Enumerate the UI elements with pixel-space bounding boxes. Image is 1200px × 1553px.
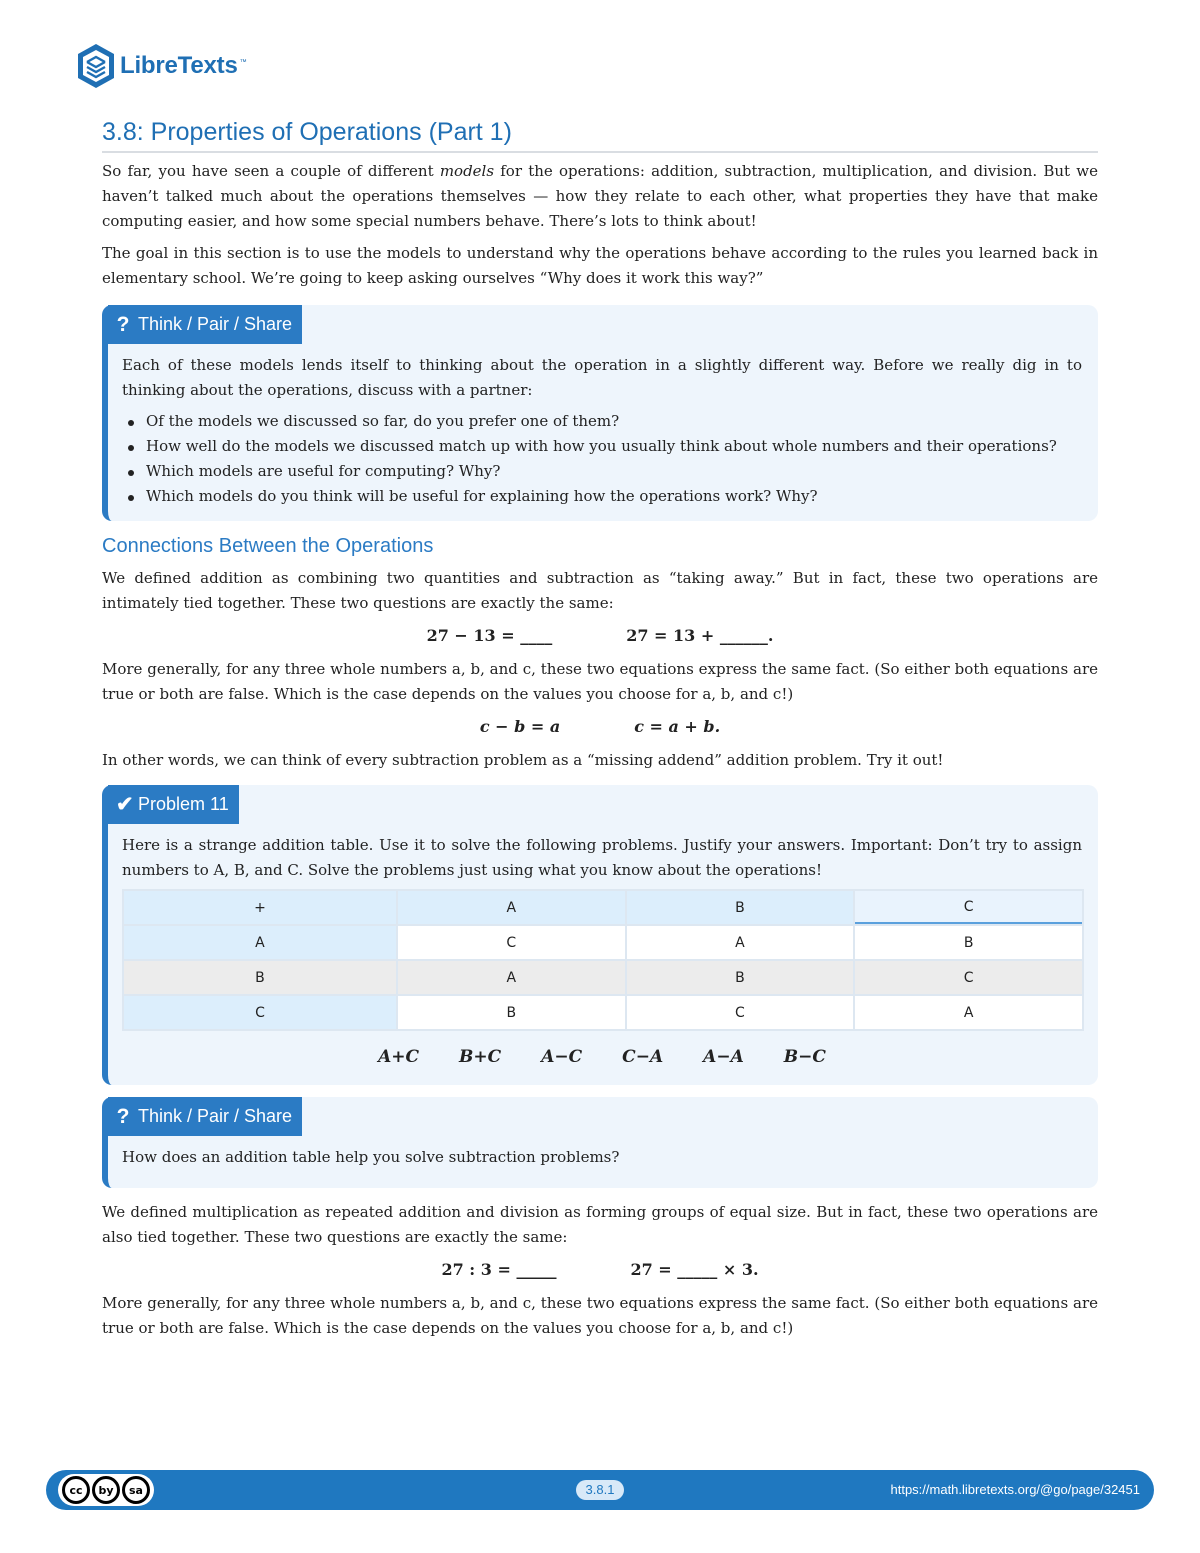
problem-expressions	[122, 1047, 1082, 1067]
problem-tab	[108, 785, 239, 824]
page-title: 3.8: Properties of Operations (Part 1)	[102, 118, 1098, 153]
libretexts-logo[interactable]	[74, 42, 247, 90]
logo-text: LibreTexts	[120, 52, 238, 79]
table-row	[124, 961, 1082, 994]
addition-table	[122, 889, 1084, 1031]
equation: 27 = _____ × 3.	[630, 1260, 759, 1279]
table-cell: B	[398, 996, 625, 1029]
think-pair-share-box-1	[102, 305, 1098, 521]
table-cell: C	[855, 961, 1082, 994]
expression: A+C	[378, 1047, 420, 1067]
libretexts-logo-icon	[74, 42, 118, 90]
table-row-header: B	[124, 961, 396, 994]
list-item: How well do the models we discussed match up with how you usually think about whole numbers and their operations?	[122, 434, 1082, 459]
page-url-link[interactable]: https://math.libretexts.org/@go/page/32451	[890, 1482, 1140, 1497]
table-row	[124, 996, 1082, 1029]
problem-text: Here is a strange addition table. Use it to solve the following problems. Justify your answers. Important: Don’t try to assign numbers to A, B, and C. Solve the problems just using what you know about the operations!	[122, 836, 1082, 879]
think-pair-share-box-2	[102, 1097, 1098, 1188]
think-pair-share-text: Each of these models lends itself to thinking about the operation in a slightly different way. Before we really dig in to thinking about the operations, discuss with a partner:	[122, 356, 1082, 399]
intro-paragraph-2: The goal in this section is to use the models to understand why the operations behave according to the rules you learned back in elementary school. We’re going to keep asking ourselves “Why does it work this way?”	[102, 244, 1098, 287]
think-pair-share-tab	[108, 305, 302, 344]
table-header-cell: B	[627, 891, 854, 924]
table-row-header: A	[124, 926, 396, 959]
table-header-row	[124, 891, 1082, 924]
problem-11-box	[102, 785, 1098, 1085]
discussion-list	[122, 409, 1082, 509]
problem-label: Problem 11	[138, 794, 229, 814]
equation: 27 = 13 + ______.	[626, 626, 774, 645]
list-item: Which models do you think will be useful for explaining how the operations work? Why?	[122, 484, 1082, 509]
equation: 27 : 3 = _____	[441, 1260, 557, 1279]
equation: c = a + b.	[634, 717, 721, 736]
question-mark-icon: ?	[116, 312, 130, 336]
table-cell: C	[398, 926, 625, 959]
table-cell: A	[855, 996, 1082, 1029]
section-paragraph-5: More generally, for any three whole numbers a, b, and c, these two equations express the same fact. (So either both equations are true or both are false. Which is the case depends on the values you choose for a, b, and c!)	[102, 1294, 1098, 1337]
equation-pair-2	[102, 717, 1098, 736]
equation: 27 − 13 = ____	[426, 626, 553, 645]
section-paragraph-2: More generally, for any three whole numbers a, b, and c, these two equations express the same fact. (So either both equations are true or both are false. Which is the case depends on the values you choose for a, b, and c!)	[102, 660, 1098, 703]
emphasis-models: models	[439, 162, 495, 180]
list-item: Which models are useful for computing? Why?	[122, 459, 1082, 484]
page-footer	[46, 1470, 1154, 1510]
expression: B−C	[783, 1047, 826, 1067]
expression: A−A	[703, 1047, 744, 1067]
section-paragraph-3: In other words, we can think of every subtraction problem as a “missing addend” addition problem. Try it out!	[102, 751, 944, 769]
think-pair-share-label: Think / Pair / Share	[138, 1106, 293, 1126]
table-cell: A	[627, 926, 854, 959]
table-cell: A	[398, 961, 625, 994]
intro-paragraph-1: So far, you have seen a couple of different models for the operations: addition, subtraction, multiplication, and division. But we haven’t talked much about the operations themselves — how they relate to each other, what properties they have that make computing easier, and how some special numbers behave. There’s lots to think about!	[102, 162, 1098, 230]
section-paragraph-1: We defined addition as combining two quantities and subtraction as “taking away.” But in fact, these two operations are intimately tied together. These two questions are exactly the same:	[102, 569, 1098, 612]
cc-icon: cc	[62, 1476, 90, 1504]
think-pair-share-label: Think / Pair / Share	[138, 314, 293, 334]
table-row-header: C	[124, 996, 396, 1029]
table-header-cell: +	[124, 891, 396, 924]
by-icon: by	[92, 1476, 120, 1504]
table-header-cell: C	[855, 891, 1082, 924]
cc-license-badge[interactable]	[58, 1474, 154, 1506]
sa-icon: sa	[122, 1476, 150, 1504]
table-cell: C	[627, 996, 854, 1029]
expression: A−C	[541, 1047, 583, 1067]
table-row	[124, 926, 1082, 959]
table-cell: B	[855, 926, 1082, 959]
page-number: 3.8.1	[576, 1480, 624, 1500]
equation-pair-1	[102, 626, 1098, 645]
think-pair-share-text: How does an addition table help you solve subtraction problems?	[122, 1148, 620, 1166]
logo-trademark: ™	[239, 58, 247, 66]
section-heading: Connections Between the Operations	[102, 535, 434, 557]
think-pair-share-tab	[108, 1097, 302, 1136]
question-mark-icon: ?	[116, 1104, 130, 1128]
checkmark-icon: ✔	[116, 793, 134, 816]
equation-pair-3	[102, 1260, 1098, 1279]
expression: B+C	[459, 1047, 502, 1067]
table-cell: B	[627, 961, 854, 994]
page-content	[102, 118, 1098, 1348]
expression: C−A	[622, 1047, 664, 1067]
list-item: Of the models we discussed so far, do you prefer one of them?	[122, 409, 1082, 434]
equation: c − b = a	[479, 717, 561, 736]
table-header-cell: A	[398, 891, 625, 924]
section-paragraph-4: We defined multiplication as repeated addition and division as forming groups of equal size. But in fact, these two operations are also tied together. These two questions are exactly the same:	[102, 1203, 1098, 1246]
